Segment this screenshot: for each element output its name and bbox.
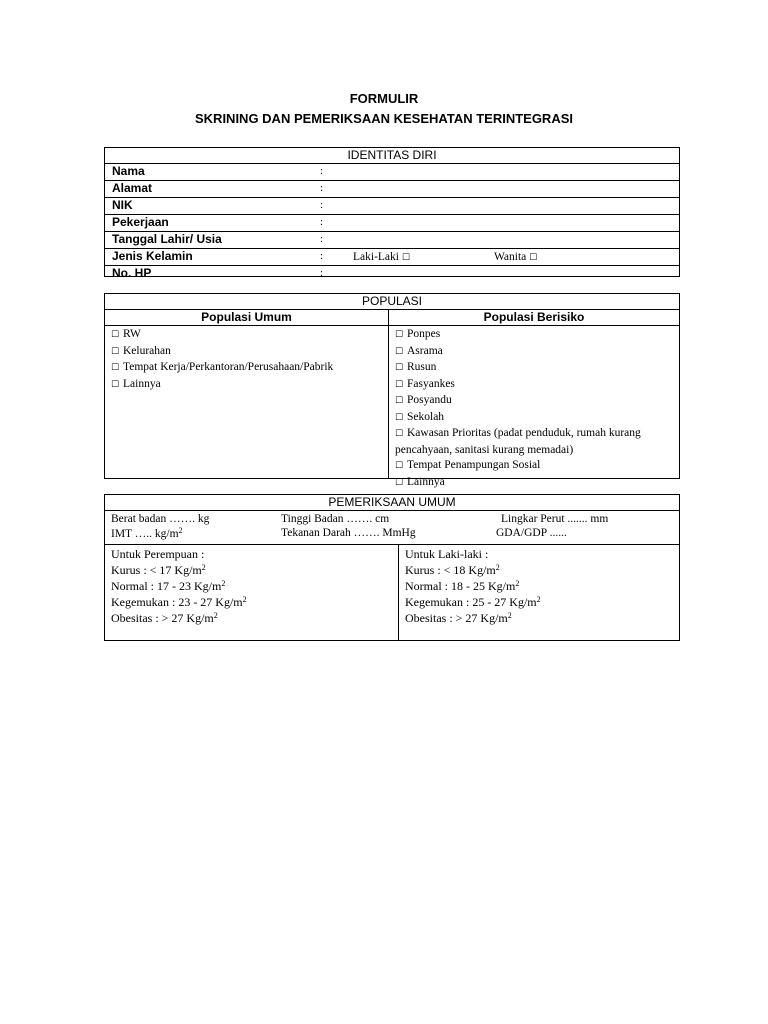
populasi-berisiko-option-label: Ponpes <box>407 328 441 340</box>
bmi-perempuan-row-superscript: 2 <box>242 595 247 604</box>
identitas-row[interactable] <box>105 232 679 249</box>
form-subtitle: SKRINING DAN PEMERIKSAAN KESEHATAN TERINTEGRASI <box>195 111 573 126</box>
populasi-header: POPULASI <box>105 294 679 310</box>
checkbox-icon[interactable]: ☐ <box>395 363 404 373</box>
populasi-berisiko-header: Populasi Berisiko <box>389 310 679 326</box>
bmi-perempuan-rows <box>105 562 398 626</box>
bmi-laki-column <box>399 545 679 641</box>
gender-option-label: Laki-Laki <box>353 251 399 263</box>
tinggi-badan-field[interactable]: Tinggi Badan ……. cm <box>281 513 390 525</box>
populasi-berisiko-option[interactable] <box>389 344 679 361</box>
checkbox-icon[interactable]: ☐ <box>111 330 120 340</box>
bmi-perempuan-row <box>105 594 398 610</box>
bmi-perempuan-row-superscript: 2 <box>201 563 206 572</box>
populasi-umum-option-label: Tempat Kerja/Perkantoran/Perusahaan/Pabrik <box>123 361 334 373</box>
bmi-perempuan-row-text: Obesitas : > 27 Kg/m <box>111 611 214 625</box>
checkbox-icon[interactable]: ☐ <box>395 429 404 439</box>
populasi-berisiko-option[interactable] <box>389 475 679 492</box>
identitas-label: Nama <box>112 164 145 178</box>
bmi-laki-title: Untuk Laki-laki : <box>405 547 489 561</box>
identitas-colon: : <box>320 216 324 228</box>
populasi-berisiko-option-label: Kawasan Prioritas (padat penduduk, rumah kurang pencahyaan, sanitasi kurang memadai) <box>395 427 641 456</box>
identitas-colon: : <box>320 182 324 194</box>
pemeriksaan-header: PEMERIKSAAN UMUM <box>105 495 679 511</box>
identitas-colon: : <box>320 165 324 177</box>
checkbox-icon[interactable]: ☐ <box>111 379 120 390</box>
identitas-row[interactable] <box>105 215 679 232</box>
populasi-umum-option-label: Kelurahan <box>123 344 171 357</box>
bmi-laki-row <box>399 610 679 626</box>
bmi-laki-row-text: Kegemukan : 25 - 27 Kg/m <box>405 595 537 609</box>
checkbox-icon[interactable]: ☐ <box>111 346 120 357</box>
imt-superscript: 2 <box>178 526 183 535</box>
identitas-rows <box>105 164 679 282</box>
populasi-berisiko-option[interactable] <box>389 458 679 475</box>
bmi-laki-row <box>399 594 679 610</box>
populasi-berisiko-option-label: Rusun <box>407 361 437 373</box>
identitas-label: NIK <box>112 198 133 212</box>
identitas-row[interactable] <box>105 266 679 282</box>
identitas-row[interactable] <box>105 249 679 266</box>
form-title: FORMULIR <box>349 91 419 106</box>
bmi-laki-rows <box>399 562 679 626</box>
populasi-berisiko-option-label: Asrama <box>407 344 443 357</box>
populasi-berisiko-option[interactable] <box>389 426 679 458</box>
populasi-berisiko-option[interactable] <box>389 377 679 394</box>
gender-option-laki-laki[interactable] <box>353 250 414 266</box>
lingkar-perut-field[interactable]: Lingkar Perut ....... mm <box>501 513 609 525</box>
checkbox-icon[interactable]: ☐ <box>395 379 404 390</box>
identitas-row[interactable] <box>105 164 679 181</box>
bmi-laki-row-superscript: 2 <box>507 611 512 620</box>
identitas-colon: : <box>320 199 324 211</box>
populasi-berisiko-column <box>389 310 679 488</box>
populasi-berisiko-list <box>389 326 679 491</box>
checkbox-icon[interactable]: ☐ <box>111 363 120 373</box>
bmi-perempuan-row-text: Normal : 17 - 23 Kg/m <box>111 579 222 593</box>
populasi-berisiko-option[interactable] <box>389 327 679 344</box>
populasi-umum-option-label: Lainnya <box>123 377 161 390</box>
bmi-perempuan-row-text: Kegemukan : 23 - 27 Kg/m <box>111 595 243 609</box>
bmi-perempuan-row <box>105 610 398 626</box>
gda-gdp-field[interactable]: GDA/GDP ...... <box>496 527 567 539</box>
gender-option-label: Wanita <box>494 251 527 263</box>
bmi-laki-row-text: Kurus : < 18 Kg/m <box>405 563 496 577</box>
imt-field[interactable] <box>111 528 183 540</box>
populasi-berisiko-option-label: Fasyankes <box>407 377 455 390</box>
bmi-perempuan-row-text: Kurus : < 17 Kg/m <box>111 563 202 577</box>
bmi-perempuan-row-superscript: 2 <box>213 611 218 620</box>
imt-label: IMT ….. kg/m <box>111 528 179 540</box>
bmi-perempuan-title: Untuk Perempuan : <box>111 547 205 561</box>
bmi-laki-row-superscript: 2 <box>515 579 520 588</box>
bmi-perempuan-row <box>105 578 398 594</box>
identitas-section <box>104 147 680 280</box>
checkbox-icon[interactable]: ☐ <box>395 412 404 423</box>
populasi-section <box>104 293 680 488</box>
bmi-laki-row-superscript: 2 <box>495 563 500 572</box>
identitas-label: Alamat <box>112 181 153 195</box>
identitas-label: Tanggal Lahir/ Usia <box>112 232 222 246</box>
tekanan-darah-field[interactable]: Tekanan Darah ……. MmHg <box>281 527 416 539</box>
checkbox-icon[interactable]: ☐ <box>529 253 538 263</box>
populasi-umum-column <box>105 310 389 479</box>
bmi-perempuan-row-superscript: 2 <box>221 579 226 588</box>
bmi-laki-row <box>399 578 679 594</box>
identitas-colon: : <box>320 267 324 279</box>
identitas-label: Jenis Kelamin <box>112 249 193 263</box>
identitas-colon: : <box>320 250 324 262</box>
identitas-row[interactable] <box>105 181 679 198</box>
populasi-umum-option[interactable] <box>105 344 388 361</box>
populasi-umum-option[interactable] <box>105 360 388 377</box>
checkbox-icon[interactable]: ☐ <box>395 330 404 340</box>
populasi-berisiko-option-label: Tempat Penampungan Sosial <box>407 459 541 471</box>
checkbox-icon[interactable]: ☐ <box>395 346 404 357</box>
bmi-laki-row-text: Normal : 18 - 25 Kg/m <box>405 579 516 593</box>
bmi-laki-row <box>399 562 679 578</box>
identitas-colon: : <box>320 233 324 245</box>
populasi-umum-option[interactable] <box>105 377 388 394</box>
populasi-umum-option[interactable] <box>105 327 388 344</box>
checkbox-icon[interactable]: ☐ <box>395 477 404 488</box>
populasi-umum-header: Populasi Umum <box>105 310 388 326</box>
populasi-umum-option-label: RW <box>123 328 141 340</box>
bmi-perempuan-column <box>105 545 399 641</box>
bmi-laki-row-superscript: 2 <box>536 595 541 604</box>
populasi-berisiko-option-label: Lainnya <box>407 475 445 488</box>
populasi-berisiko-option[interactable] <box>389 393 679 410</box>
checkbox-icon[interactable]: ☐ <box>395 396 404 406</box>
pemeriksaan-measurements <box>105 511 679 545</box>
identitas-header: IDENTITAS DIRI <box>105 148 679 164</box>
populasi-berisiko-option-label: Posyandu <box>407 394 452 406</box>
identitas-label: No. HP <box>112 266 152 280</box>
berat-badan-field[interactable]: Berat badan ……. kg <box>111 513 210 525</box>
identitas-label: Pekerjaan <box>112 215 169 229</box>
identitas-row[interactable] <box>105 198 679 215</box>
gender-option-wanita[interactable] <box>494 250 541 266</box>
populasi-berisiko-option[interactable] <box>389 360 679 377</box>
pemeriksaan-section <box>104 494 680 641</box>
bmi-laki-row-text: Obesitas : > 27 Kg/m <box>405 611 508 625</box>
populasi-umum-list <box>105 326 388 393</box>
checkbox-icon[interactable]: ☐ <box>395 461 404 471</box>
checkbox-icon[interactable]: ☐ <box>401 253 410 263</box>
bmi-perempuan-row <box>105 562 398 578</box>
populasi-berisiko-option[interactable] <box>389 410 679 427</box>
populasi-berisiko-option-label: Sekolah <box>407 410 445 423</box>
